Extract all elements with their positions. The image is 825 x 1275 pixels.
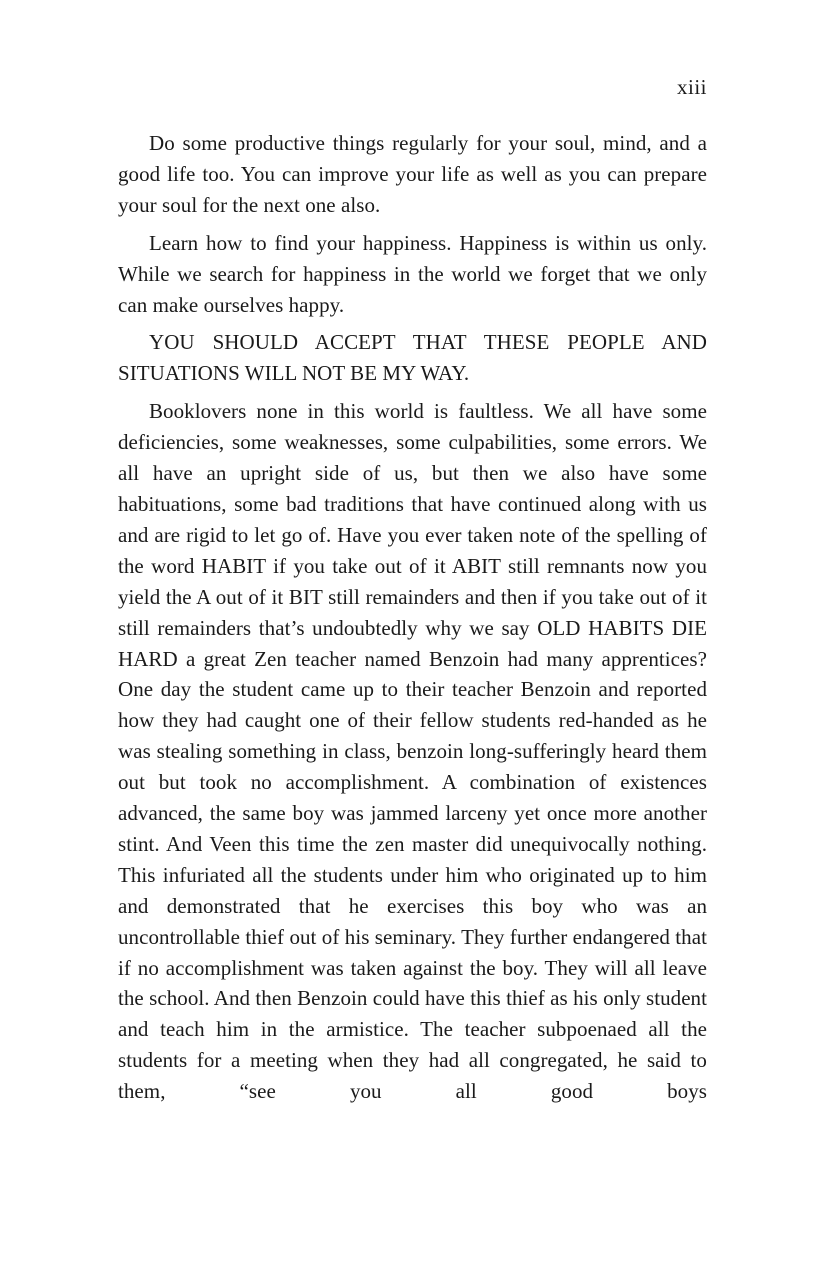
paragraph-accept-heading: YOU SHOULD ACCEPT THAT THESE PEOPLE AND SITUATIONS WILL NOT BE MY WAY. (118, 330, 707, 386)
book-page (118, 72, 707, 1114)
paragraph-happiness: Learn how to find your happiness. Happiness is within us only. While we search for happiness in the world we forget that we only can make ourselves happy. (118, 230, 707, 317)
paragraph-booklovers: Booklovers none in this world is faultless. We all have some deficiencies, some weaknesses, some culpabilities, some errors. We all have an upright side of us, but then we also have some habituations, some bad traditions that have continued along with us and are rigid to let go of. Have you ever taken note of the spelling of the word HABIT if you take out of it ABIT still remnants now you yield the A out of it BIT still remainders and then if you take out of it still remainders that’s undoubtedly why we say OLD HABITS DIE HARD a great Zen teacher named Benzoin had many apprentices? One day the student came up to their teacher Benzoin and reported how they had caught one of their fellow students red-handed as he was stealing something in class, benzoin long-sufferingly heard them out but took no accomplishment. A combination of existences advanced, the same boy was jammed larceny yet once more another stint. And Veen this time the zen master did unequivocally nothing. This infuriated all the students under him who originated up to him and demonstrated that he exercises this boy who was an uncontrollable thief out of his seminary. They further endangered that if no accomplishment was taken against the boy. They will all leave the school. And then Benzoin could have this thief as his only student and teach him in the armistice. The teacher subpoenaed all the students for a meeting when they had all congregated, he said to them, “see you all good boys (118, 399, 707, 1104)
page-number: xiii (676, 75, 707, 99)
paragraph-productive-things: Do some productive things regularly for your soul, mind, and a good life too. You can improve your life as well as you can prepare your soul for the next one also. (118, 131, 707, 217)
